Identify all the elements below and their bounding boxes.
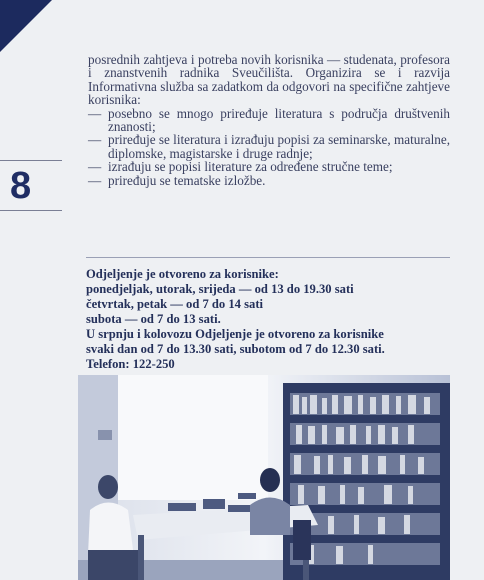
opening-hours-line: ponedjeljak, utorak, srijeda — od 13 do 19.30 sati xyxy=(86,282,354,296)
reading-room-photo xyxy=(78,375,450,580)
telephone-line: Telefon: 122-250 xyxy=(86,357,175,371)
summer-hours-line: U srpnju i kolovozu Odjeljenje je otvoreno za korisnike xyxy=(86,327,384,341)
corner-tab xyxy=(0,0,52,52)
margin-rule-bottom xyxy=(0,210,62,211)
margin-rule-top xyxy=(0,160,62,161)
opening-hours-line: subota — od 7 do 13 sati. xyxy=(86,312,221,326)
list-item: — izrađuju se popisi literature za određene stručne teme; xyxy=(88,159,393,175)
opening-hours-line: četvrtak, petak — od 7 do 14 sati xyxy=(86,297,264,311)
list-item: — priređuju se tematske izložbe. xyxy=(88,172,266,188)
section-divider xyxy=(86,257,450,258)
intro-paragraph: posrednih zahtjeva i potreba novih korisnika — studenata, profesora i znanstvenih radnika Sveučilišta. Organizira se i razvija Informativna služba sa zadatkom da odgovori na specifične zahtjeve korisnika: xyxy=(88,52,450,108)
body-text xyxy=(88,53,450,187)
list-item: — priređuje se literatura i izrađuju popisi za seminarske, maturalne, diplomske, magistarske i druge radnje; xyxy=(88,132,451,161)
page-number: 8 xyxy=(10,165,31,207)
opening-hours xyxy=(86,267,452,372)
opening-hours-line: Odjeljenje je otvoreno za korisnike: xyxy=(86,267,279,281)
list-item: — posebno se mnogo priređuje literatura s područja društvenih znanosti; xyxy=(88,105,450,135)
service-list xyxy=(88,107,450,187)
summer-hours-line: svaki dan od 7 do 13.30 sati, subotom od 7 do 12.30 sati. xyxy=(86,342,385,356)
